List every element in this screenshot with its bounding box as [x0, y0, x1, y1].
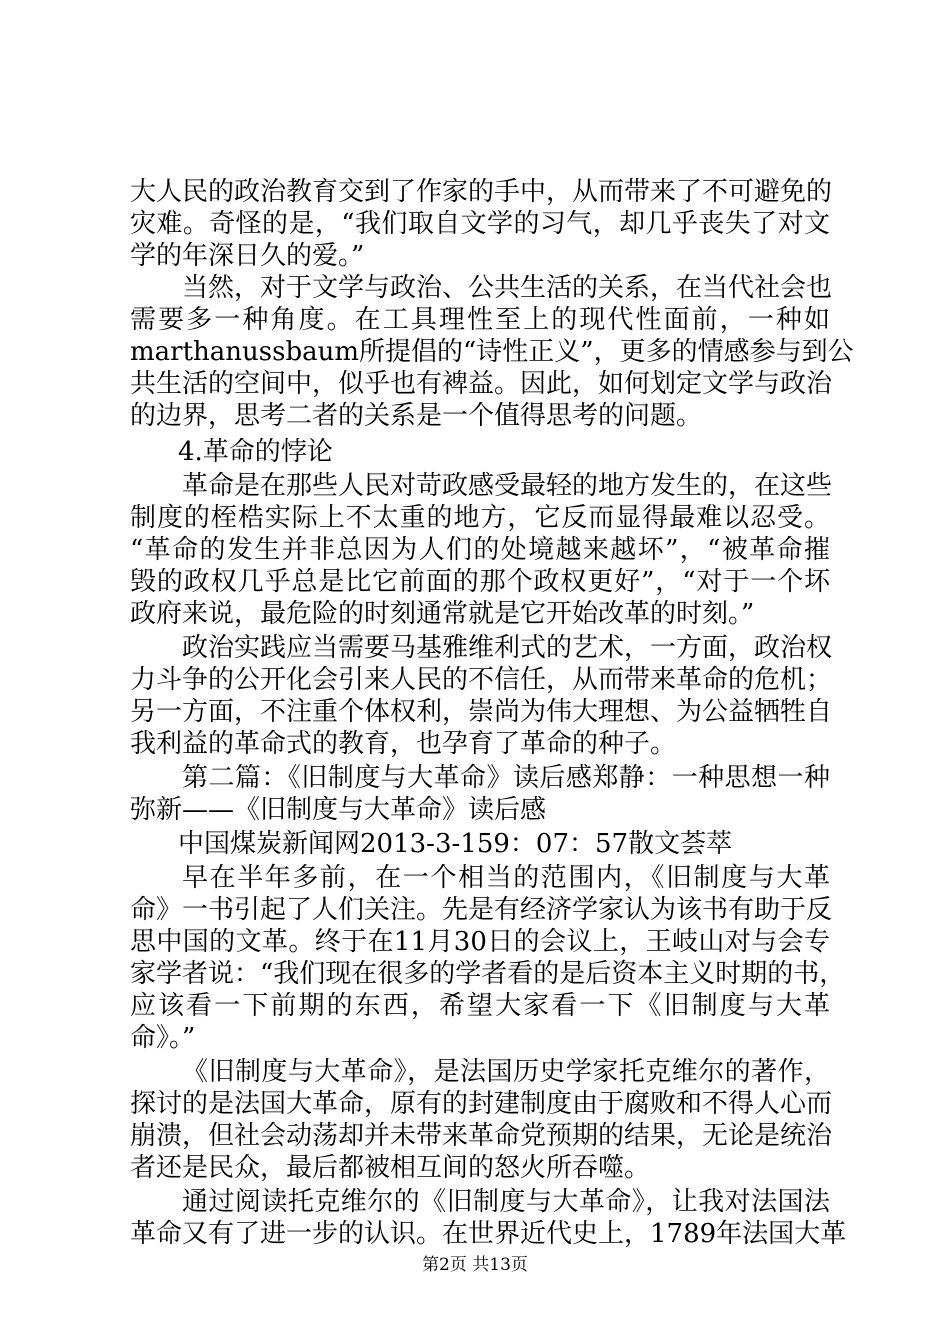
text-line: 当然，对于文学与政治、公共生活的关系，在当代社会也: [182, 273, 833, 303]
text-line: 大人民的政治教育交到了作家的手中，从而带来了不可避免的: [130, 177, 833, 207]
text-line: 早在半年多前，在一个相当的范围内，《旧制度与大革: [182, 863, 830, 893]
text-line: 力斗争的公开化会引来人民的不信任，从而带来革命的危机；: [130, 665, 833, 695]
text-line: 灾难。奇怪的是，“我们取自文学的习气，却几乎丧失了对文: [130, 209, 830, 239]
text-line: 学的年深日久的爱。”: [130, 241, 365, 271]
page-footer: 第2页 共13页: [422, 1255, 528, 1275]
text-line: 革命又有了进一步的认识。在世界近代史上，1789年法国大革: [130, 1219, 847, 1249]
text-line: 毁的政权几乎总是比它前面的那个政权更好”，“对于一个坏: [130, 567, 830, 597]
text-line: marthanussbaum所提倡的“诗性正义”，更多的情感参与到公: [130, 337, 854, 367]
text-line: 思中国的文革。终于在11月30日的会议上，王岐山对与会专: [130, 927, 830, 957]
text-line: 革命是在那些人民对苛政感受最轻的地方发生的，在这些: [182, 471, 833, 501]
text-line: 家学者说：“我们现在很多的学者看的是后资本主义时期的书，: [130, 959, 846, 989]
text-line: 崩溃，但社会动荡却并未带来革命党预期的结果，无论是统治: [130, 1121, 833, 1151]
text-line: “革命的发生并非总因为人们的处境越来越坏”，“被革命摧: [130, 535, 830, 565]
text-line: 我利益的革命式的教育，也孕育了革命的种子。: [130, 729, 677, 759]
text-line: 应该看一下前期的东西，希望大家看一下《旧制度与大革: [130, 991, 830, 1021]
text-line: 《旧制度与大革命》，是法国历史学家托克维尔的著作，: [182, 1057, 830, 1087]
text-line: 命》一书引起了人们关注。先是有经济学家认为该书有助于反: [130, 895, 833, 925]
text-line: 政治实践应当需要马基雅维利式的艺术，一方面，政治权: [182, 633, 833, 663]
section-heading: 4.革命的悖论: [178, 437, 333, 467]
text-line: 通过阅读托克维尔的《旧制度与大革命》，让我对法国法: [182, 1187, 830, 1217]
text-line: 另一方面，不注重个体权利，崇尚为伟大理想、为公益牺牲自: [130, 697, 833, 727]
source-line: 中国煤炭新闻网2013-3-159：07：57散文荟萃: [178, 829, 733, 859]
text-line: 探讨的是法国大革命，原有的封建制度由于腐败和不得人心而: [130, 1089, 833, 1119]
text-line: 政府来说，最危险的时刻通常就是它开始改革的时刻。”: [130, 599, 755, 629]
text-line: 命》。”: [130, 1023, 196, 1053]
text-line: 需要多一种角度。在工具理性至上的现代性面前，一种如: [130, 305, 830, 335]
section-heading: 第二篇：《旧制度与大革命》读后感郑静：一种思想一种: [182, 763, 830, 793]
text-line: 的边界，思考二者的关系是一个值得思考的问题。: [130, 401, 703, 431]
section-heading: 弥新——《旧制度与大革命》读后感: [130, 795, 547, 825]
text-line: 制度的桎梏实际上不太重的地方，它反而显得最难以忍受。: [130, 503, 830, 533]
text-line: 者还是民众，最后都被相互间的怒火所吞噬。: [130, 1153, 651, 1183]
text-line: 共生活的空间中，似乎也有裨益。因此，如何划定文学与政治: [130, 369, 833, 399]
